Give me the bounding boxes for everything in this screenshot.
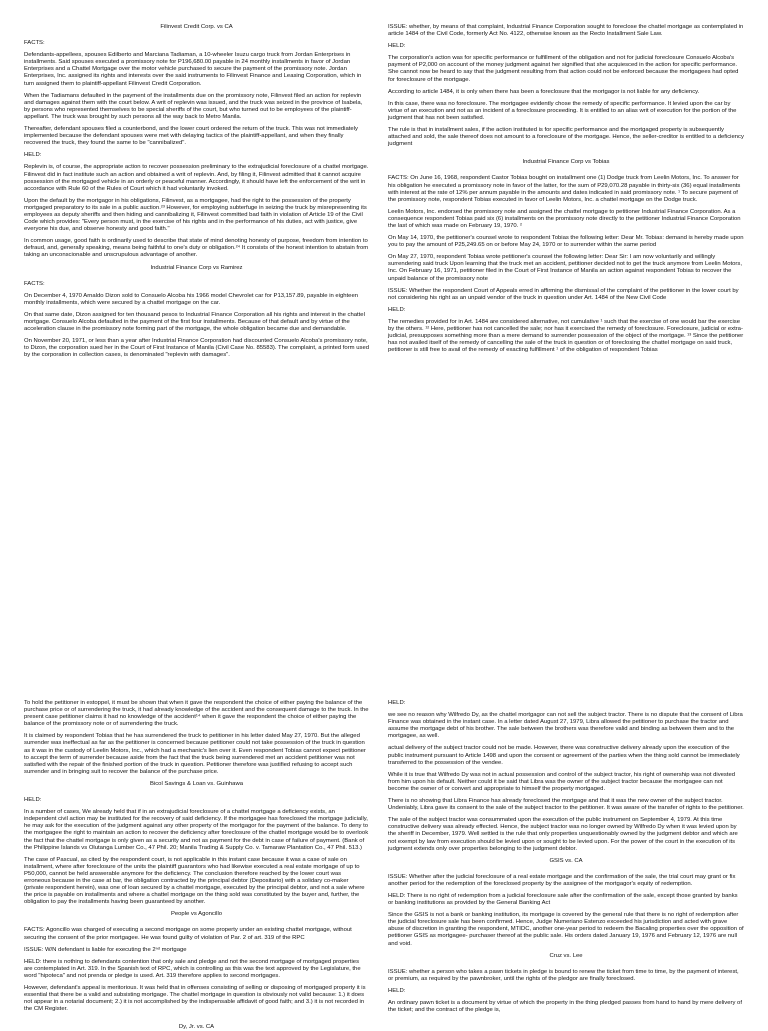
paragraph: While it is true that Wilfredo Dy was not in actual possession and control of the subject tractor, his right of ownership was not divested from him upon his default. Neither could it be said that Libra was the owner of the subject tractor because the mortgagee can not become the owner of or convert and appropriate to himself the property mortgaged. <box>388 771 736 792</box>
case-title: GSIS vs. CA <box>549 857 583 864</box>
paragraph: Defendants-appellees, spouses Edilberto and Marciana Tadiaman, a 10-wheeler Isuzu cargo truck from Jordan Enterprises in installments. Said spouses executed a promissory note for P196,680.00 payable in 24 monthly installments in favor of Jordan Enterprises and a Chattel Mortgage over the motor vehicle purchased to secure the payment of the promissory note. Jordan Enterprises, Inc. assigned its rights and interests over the said instruments to Filinvest Finance and Leasing Corporation, which in turn assigned them to plaintiff-appellant Filinvest Credit Corporation. <box>24 52 362 87</box>
page-top <box>0 0 768 512</box>
case-title: Cruz vs. Lee <box>549 952 583 959</box>
case-title: People vs Agoncillo <box>170 911 223 918</box>
paragraph: Since the GSIS is not a bank or banking institution, its mortgage is covered by the general rule that there is no right of redemption after the judicial foreclosure sale has been confirmed. Hence, Judge Numeriano Estenzo exceeded his jurisdiction and acted with grave abuse of discretion in granting the respondent, MTIDC, another one-year period to redeem the Bacaling properties over the opposition of petitioner GSIS as mortgagee- purchaser thereof at the public sale. His orders dated January 19, 1976 and February 12, 1976 are null and void. <box>388 912 744 947</box>
paragraph: According to article 1484, it is only when there has been a foreclosure that the mortgagor is not liable for any deficiency. <box>388 88 700 95</box>
column-left <box>24 512 369 1031</box>
paragraph: Upon the default by the mortgagor in his obligations, Filinvest, as a mortgagee, had the right to the possession of the property mortgaged preparatory to its sale in a public auction.²³ However, for employing subterfuge in seizing the truck by misrepresenting its employees as deputy sheriffs and then hiding and cannibalizing it, Filinvest committed bad faith in violation of Article 19 of the Civil Code which provides: "Every person must, in the exercise of his rights and in the performance of his duties, act with justice, give everyone his due, and observe honesty and good faith." <box>24 197 367 233</box>
column-right <box>388 512 744 1024</box>
paragraph: ISSUE: W/N defendant is liable for executing the 2ⁿᵈ mortgage <box>24 946 187 953</box>
paragraph: The rule is that in installment sales, if the action instituted is for specific performance and the mortgaged property is subsequently attached and sold, the sale thereof does not amount to a foreclosure of the mortgage. Hence, the seller-creditor is entitled to a deficiency judgment <box>388 127 744 148</box>
paragraph: HELD: <box>388 306 406 313</box>
paragraph: ISSUE: Whether after the judicial foreclosure of a real estate mortgage and the confirmation of the sale, the trial court may grant or fix another period for the redemption of the foreclosed property by the assignee of the mortgagor's equity of redemption. <box>388 873 736 887</box>
paragraph: FACTS: <box>24 280 45 287</box>
page-bottom <box>0 512 768 1031</box>
paragraph: It is claimed by respondent Tobias that he has surrendered the truck to petitioner in his letter dated May 27, 1970. But the alleged surrender was ineffectual as far as the petitioner is concerned because petitioner could not take possession of the truck in question as it was in the custody of Leelin Motors, Inc., which had a mechanic's lien over it. Even respondent Tobias cannot expect petitioner to accept the term of surrender because aside from the fact that the truck being surrendered met an accident petitioner was not satisfied with the repair of the finished portion of the truck in question. Petitioner therefore was justified refusing to accept such surrender and in bringing suit to recover the balance of the purchase price. <box>24 733 366 775</box>
paragraph: On December 4, 1970 Arnaldo Dizon sold to Consuelo Alcoba his 1966 model Chevrolet car for P13,157.89, payable in eighteen monthly installments, which were secured by a chattel mortgage on the car. <box>24 292 359 306</box>
paragraph: The sale of the subject tractor was consummated upon the execution of the public instrument on September 4, 1979. At this time constructive delivery was already effected. Hence, the subject tractor was no longer owned by Wilfredo Dy when it was levied upon by the sheriff in December, 1979. Well settled is the rule that only properties unquestionably owned by the judgment debtor and which are not exempt by law from execution should be levied upon or sought to be levied upon. For the power of the court in the execution of its judgment extends only over properties belonging to the judgment debtor. <box>388 817 738 852</box>
paragraph: To hold the petitioner in estoppel, it must be shown that when it gave the respondent the choice of either paying the balance of the purchase price or of surrendering the truck, it had already knowledge of the accident and the consequent damage to the truck. In the present case petitioner claims it had no knowledge of the accident¹⁴ when it gave the respondent the choice of either paying the balance of the promissory note or of surrendering the truck. <box>24 700 369 728</box>
paragraph: In this case, there was no foreclosure. The mortgagee evidently chose the remedy of specific performance. It levied upon the car by virtue of an execution and not as an incident of a foreclosure proceeding. It is entitled to an alias writ of execution for the portion of the judgment that has not been satisfied. <box>388 100 737 121</box>
paragraph: When the Tadiamans defaulted in the payment of the installments due on the promissory note, Filinvest filed an action for replevin and damages against them with the court below. A writ of replevin was issued, and the truck was seized in the province of Isabela, by persons who represented themselves to be special sheriffs of the court, but who turned out to be employees of the plaintiff-appellant. The truck was brought by such persons all the way back to Metro Manila. <box>24 92 363 120</box>
paragraph: On November 20, 1971, or less than a year after Industrial Finance Corporation had discounted Consuelo Alcoba's promissory note, to Dizon, the corporation sued her in the Court of First Instance of Manila (Civil Case No. 85583). The complaint, a printed form used by the corporation in collection cases, is denominated "replevin with damages". <box>24 338 369 359</box>
paragraph: HELD: <box>24 152 42 159</box>
paragraph: HELD: <box>388 700 406 706</box>
paragraph: On May 27, 1970, respondent Tobias wrote petitioner's counsel the following letter: Dear Sir: I am now voluntarily and willingly surrendering said truck Upon learning that the truck met an accident, petitioner decided not to get the truck anymore from Leelin Motors, Inc. On February 16, 1971, petitioner filed in the Court of First Instance of Manila an action against respondent Tobias to recover the unpaid balance of the promissory note <box>388 254 742 282</box>
paragraph: On May 14, 1970, the petitioner's counsel wrote to respondent Tobias the following letter: Dear Mr. Tobias: demand is hereby made upon you to pay the amount of P25,249.65 on or before May 24, 1970 or to surrender within the same period <box>388 235 744 249</box>
column-left <box>24 0 369 512</box>
paragraph: HELD: There is no right of redemption from a judicial foreclosure sale after the confirmation of the sale, except those granted by banks or banking institutions as provided by the General Banking Act <box>388 892 738 907</box>
paragraph: In a number of cases, We already held that if in an extrajudicial foreclosure of a chattel mortgage a deficiency exists, an independent civil action may be instituted for the recovery of said deficiency. If the mortgagee has foreclosed the mortgage judicially, he may ask for the execution of the judgment against any other property of the mortgagor for the payment of the balance. To deny to the mortgagee the right to maintain an action to recover the deficiency after foreclosure of the chattel mortgage would be to overlook the fact that the chattel mortgage is only given as a security and not as payment for the debt in case of failure of payment. (Bank of the Philippine Islands vs Olutanga Lumber Co., 47 Phil. 20; Manila Trading & Supply Co. v. Tamaraw Plantation Co., 47 Phil. 513.) <box>24 809 369 851</box>
paragraph: In common usage, good faith is ordinarily used to describe that state of mind denoting honesty of purpose, freedom from intention to defraud, and, generally speaking, means being faithful to one's duty or obligation.²⁴ It consists of the honest intention to abstain from taking an unconscionable and unscrupulous advantage of another. <box>24 238 369 259</box>
paragraph: The corporation's action was for specific performance or fulfillment of the obligation and not for judicial foreclosure Consuelo Alcoba's payment of P2,000 on account of the money judgment against her signified that she acquiesced in the action for specific performance. She cannot now be heard to say that the judgment resulting from that action could not be enforced because the mortgagees had opted for foreclosure of the mortgage. <box>388 55 739 83</box>
paragraph: HELD: <box>24 797 42 804</box>
paragraph: An ordinary pawn ticket is a document by virtue of which the property in the thing pledged passes from hand to hand by mere delivery of the ticket; and the contract of the pledge is, <box>388 1000 742 1014</box>
paragraph: ISSUE: whether, by means of that complaint, Industrial Finance Corporation sought to foreclose the chattel mortgage as contemplated in article 1484 of the Civil Code, formerly Act No. 4122, otherwise known as the Recto Installment Sale Law. <box>388 24 744 38</box>
paragraph: On that same date, Dizon assigned for ten thousand pesos to Industrial Finance Corporation all his rights and interest in the chattel mortgage. Consuelo Alcoba defaulted in the payment of the first four installments. Because of that default and by virtue of the acceleration clause in the promissory note forming part of the mortgage, the whole obligation became due and demandable. <box>24 311 365 333</box>
paragraph: HELD: <box>388 987 406 994</box>
case-title: Bicol Savings & Loan vs. Guinhawa <box>150 780 243 787</box>
paragraph: ISSUE: whether a person who takes a pawn tickets in pledge is bound to renew the ticket from time to time, by the payment of interest, or premium, as required by the pawnbroker, until the rights of the pledgor are finally foreclosed. <box>388 968 739 982</box>
paragraph: The remedies provided for in Art. 1484 are considered alternative, not cumulative ¹ such that the exercise of one would bar the exercise by the others. ¹² Here, petitioner has not cancelled the sale; nor has it exercised the remedy of foreclosure. Foreclosure, judicial or extra-judicial, presupposes something more than a mere demand to surrender possession of the object of the mortgage. ¹³ Since the petitioner has not availed itself of the remedy of cancelling the sale of the truck in question or of foreclosing the chattel mortgage on said truck, petitioner is still free to avail of the remedy of exacting fulfillment ¹ of the obligation of respondent Tobias <box>388 318 744 354</box>
paragraph: FACTS: <box>24 40 45 47</box>
paragraph: Leelin Motors, Inc. endorsed the promissory note and assigned the chattel mortgage to petitioner Industrial Finance Corporation. As a consequence respondent Tobias paid six (6) installments on the promissory note directly to the petitioner Industrial Finance Corporation the last of which was made on February 19, 1970. ² <box>388 208 741 229</box>
paragraph: HELD: <box>388 43 406 50</box>
paragraph: However, defendant's appeal is meritorious. It was held that in offenses consisting of selling or disposing of mortgaged property it is essential that there be a valid and subsisting mortgage. The chattel mortgage in question is obviously not valid because: 1.) it does not appear in a notarial document; 2.) it is not accomplished by the indispensable affidavit of good faith; and 3.) it is not recorded in the CM Register. <box>24 985 366 1013</box>
paragraph: Replevin is, of course, the appropriate action to recover possession preliminary to the extrajudicial foreclosure of a chattel mortgage. Filinvest did in fact institute such an action and obtained a writ of replevin. And, by filing it, Filinvest admitted that it cannot acquire possession of the mortgaged vehicle in an orderly or peaceful manner. Accordingly, it should have left the enforcement of the writ in accordance with Rule 60 of the Rules of Court which it had voluntarily invoked. <box>24 164 369 192</box>
paragraph: The case of Pascual, as cited by the respondent court, is not applicable in this instant case because it was a case of sale on installment, where after foreclosure of the units the plaintiff guarantors who had likewise executed a real estate mortgage of up to P50,000, cannot be held answerable anymore for the deficiency. The conclusion therefore reached by the lower court was erroneous because in the case at bar, the obligation contracted by the principal debtor (Depositario) with a solidary co-maker (private respondent herein), was one of loan secured by a chattel mortgage, executed by the principal debtor, and not a sale where the price is payable on installments and where a chattel mortgage on the thing sold was constituted by the buyer and, further, the obligation to pay the installments having been guaranteed by another. <box>24 856 365 906</box>
column-right <box>388 0 744 512</box>
paragraph: Thereafter, defendant spouses filed a counterbond, and the lower court ordered the return of the truck. This was not immediately implemented because the defendant spouses were met with delaying tactics of the plaintiff-appellant, and when they finally recovered the truck, they found the same to be "cannibalized". <box>24 126 358 147</box>
case-title: Industrial Finance Corp vs Ramirez <box>150 264 243 271</box>
paragraph: we see no reason why Wilfredo Dy, as the chattel mortgagor can not sell the subject tractor. There is no dispute that the consent of Libra Finance was obtained in the instant case. In a letter dated August 27, 1979, Libra allowed the petitioner to purchase the tractor and assume the mortgage debt of his brother. The sale between the brothers was therefore valid and binding as between them and to the mortgagee, as well. <box>388 712 743 740</box>
paragraph: There is no showing that Libra Finance has already foreclosed the mortgage and that it was the new owner of the subject tractor. Undeniably, Libra gave its consent to the sale of the subject tractor to the petitioner. It was aware of the transfer of rights to the petitioner. <box>388 798 744 812</box>
paragraph: HELD: there is nothing to defendants contention that only sale and pledge and not the second mortgage of mortgaged properties are contemplated in Art. 319. In the Spanish text of RPC, which is controlling as this was the text approved by the Legislature, the word "hipoteca" and not prenda or pledge is used. Art. 319 therefore applies to second mortgages. <box>24 958 361 979</box>
paragraph: FACTS: On June 16, 1968, respondent Castor Tobias bought on installment one (1) Dodge truck from Leelin Motors, Inc. To answer for his obligation he executed a promissory note in favor of the latter, for the sum of P29,070.28 payable in thirty-six (36) equal installments with interest at the rate of 12% per annum payable in the amounts and dates indicated in said promissory note. ¹ To secure payment of the promissory note, respondent Tobias executed in favor of Leelin Motors, Inc. a chattel mortgage on the Dodge truck. <box>388 175 741 203</box>
paragraph: ISSUE: Whether the respondent Court of Appeals erred in affirming the dismissal of the complaint of the petitioner in the lower court by not considering his right as an unpaid vendor of the truck in question under Art. 1484 of the New Civil Code <box>388 287 739 301</box>
case-title: Filinvest Credit Corp. vs CA <box>160 24 233 30</box>
case-title: Industrial Finance Corp vs Tobias <box>522 159 610 166</box>
paragraph: actual delivery of the subject tractor could not be made. However, there was constructive delivery already upon the execution of the public instrument pursuant to Article 1498 and upon the consent or agreement of the parties when the thing sold cannot be immediately transferred to the possession of the vendee. <box>388 745 740 766</box>
paragraph: FACTS: Agoncillo was charged of executing a second mortgage on some property under an existing chattel mortgage, without securing the consent of the prior mortgagee. He was found guilty of violation of Par. 2 of art. 319 of the RPC <box>24 927 352 941</box>
case-title: Dy, Jr. vs. CA <box>178 1024 215 1031</box>
